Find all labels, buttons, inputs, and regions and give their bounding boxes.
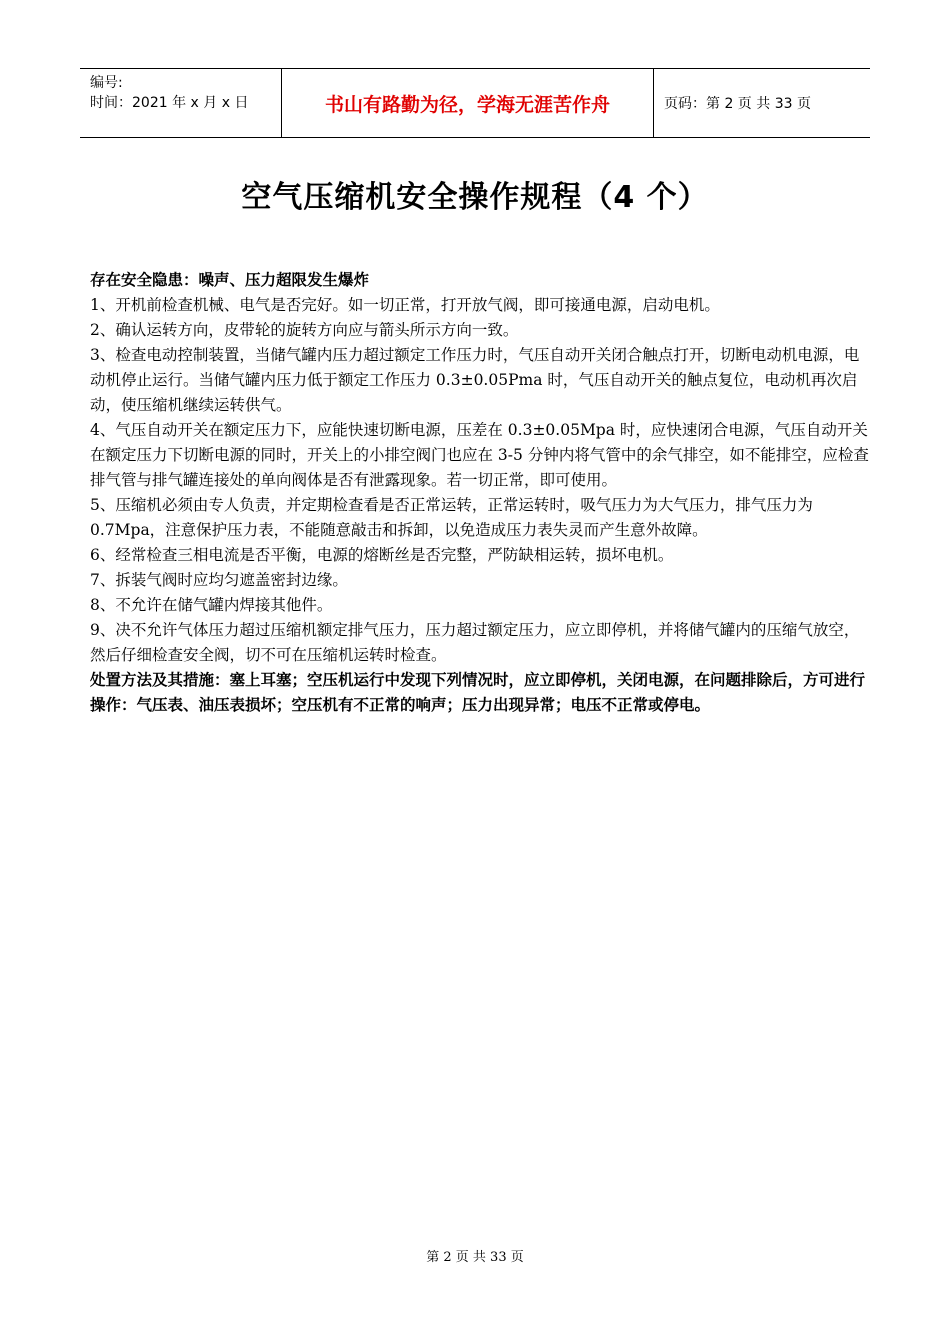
page-footer: 第 2 页 共 33 页 xyxy=(426,1250,524,1265)
rule-item: 7、拆装气阀时应均匀遮盖密封边缘。 xyxy=(90,571,348,589)
document-number: 编号: xyxy=(90,75,123,91)
document-date: 时间：2021 年 x 月 x 日 xyxy=(90,95,249,111)
rule-item: 6、经常检查三相电流是否平衡，电源的熔断丝是否完整，严防缺相运转，损坏电机。 xyxy=(90,546,674,564)
page-title: 空气压缩机安全操作规程（4 个） xyxy=(241,180,709,215)
rule-item: 9、决不允许气体压力超过压缩机额定排气压力，压力超过额定压力，应立即停机，并将储气罐内的压缩气放空，然后仔细检查安全阀，切不可在压缩机运转时检查。 xyxy=(90,621,860,664)
hazard-summary: 存在安全隐患：噪声、压力超限发生爆炸 xyxy=(90,271,370,289)
rule-item: 8、不允许在储气罐内焊接其他件。 xyxy=(90,596,333,614)
header-meta xyxy=(80,69,281,137)
rule-item: 1、开机前检查机械、电气是否完好。如一切正常，打开放气阀，即可接通电源，启动电机。 xyxy=(90,296,720,314)
rule-item: 2、确认运转方向，皮带轮的旋转方向应与箭头所示方向一致。 xyxy=(90,321,519,339)
header-motto: 书山有路勤为径，学海无涯苦作舟 xyxy=(281,69,654,137)
rule-item: 4、气压自动开关在额定压力下，应能快速切断电源，压差在 0.3±0.05Mpa 时，应快速闭合电源，气压自动开关在额定压力下切断电源的同时，开关上的小排空阀门也应在 3-5 分钟内将气管中的余气排空，如不能排空，应检查排气管与排气罐连接处的单向阀体是否有泄露现象。若一切正常，即可使用。 xyxy=(90,421,869,489)
document-body xyxy=(90,268,872,718)
rule-item: 5、压缩机必须由专人负责，并定期检查看是否正常运转，正常运转时，吸气压力为大气压力，排气压力为 0.7Mpa，注意保护压力表，不能随意敲击和拆卸，以免造成压力表失灵而产生意外故障。 xyxy=(90,496,813,539)
rule-item: 3、检查电动控制装置，当储气罐内压力超过额定工作压力时，气压自动开关闭合触点打开，切断电动机电源，电动机停止运行。当储气罐内压力低于额定工作压力 0.3±0.05Pma 时，气压自动开关的触点复位，电动机再次启动，使压缩机继续运转供气。 xyxy=(90,346,860,414)
handling-measures: 处置方法及其措施：塞上耳塞；空压机运行中发现下列情况时，应立即停机，关闭电源，在问题排除后，方可进行操作：气压表、油压表损坏；空压机有不正常的响声；压力出现异常；电压不正常或停电。 xyxy=(90,671,866,714)
page-header xyxy=(80,68,870,138)
header-page-info: 页码：第 2 页 共 33 页 xyxy=(664,96,811,112)
